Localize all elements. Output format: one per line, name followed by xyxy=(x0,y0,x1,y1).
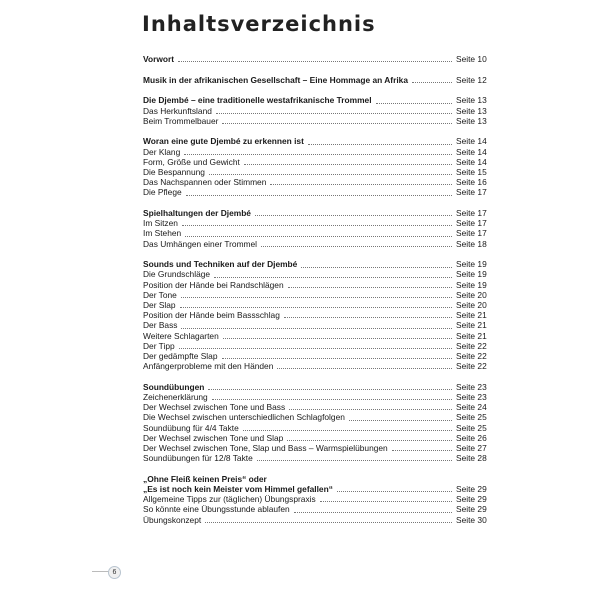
toc-heading xyxy=(143,259,488,269)
toc-entry-title: Der Tone xyxy=(143,289,177,300)
toc-entry xyxy=(143,106,488,116)
toc-entry-title: Der Slap xyxy=(143,300,176,311)
dot-leader xyxy=(205,522,452,523)
toc-entry-title: Sounds und Techniken auf der Djembé xyxy=(143,259,298,270)
toc-page-ref: Seite 17 xyxy=(456,218,487,229)
toc-page-ref: Seite 20 xyxy=(456,300,487,311)
toc-entry-title: „Es ist noch kein Meister vom Himmel gefallen“ xyxy=(143,484,333,495)
toc-page-ref: Seite 19 xyxy=(456,279,487,290)
toc-page-ref: Seite 29 xyxy=(456,494,487,505)
toc-entry xyxy=(143,402,488,412)
dot-leader xyxy=(270,184,452,185)
toc-page-ref: Seite 28 xyxy=(456,453,487,464)
toc-entry-title: Position der Hände bei Randschlägen xyxy=(143,279,284,290)
toc-entry-title: Position der Hände beim Bassschlag xyxy=(143,310,280,321)
toc-section xyxy=(143,136,488,197)
toc-entry-title: Der Klang xyxy=(143,146,181,157)
dot-leader xyxy=(301,267,452,268)
toc-page-ref: Seite 17 xyxy=(456,187,487,198)
toc-entry xyxy=(143,187,488,197)
toc-entry-title: Soundübungen für 12/8 Takte xyxy=(143,453,253,464)
toc-heading xyxy=(143,474,488,484)
toc-entry xyxy=(143,310,488,320)
toc-page-ref: Seite 22 xyxy=(456,340,487,351)
dot-leader xyxy=(179,348,452,349)
toc-page-ref: Seite 13 xyxy=(456,105,487,116)
toc-entry-title: Soundübung für 4/4 Takte xyxy=(143,422,239,433)
page-number: 6 xyxy=(108,566,121,579)
toc-page-ref: Seite 21 xyxy=(456,330,487,341)
toc-entry xyxy=(143,423,488,433)
toc-heading xyxy=(143,484,488,494)
dot-leader xyxy=(208,389,452,390)
toc-entry xyxy=(143,392,488,402)
toc-page-ref: Seite 17 xyxy=(456,228,487,239)
toc-heading xyxy=(143,75,488,85)
toc-page-ref: Seite 13 xyxy=(456,95,487,106)
toc-entry-title: Spielhaltungen der Djembé xyxy=(143,208,251,219)
dot-leader xyxy=(181,297,452,298)
dot-leader xyxy=(257,460,452,461)
toc-entry xyxy=(143,228,488,238)
toc-entry-title: Form, Größe und Gewicht xyxy=(143,156,240,167)
toc-entry-title: Vorwort xyxy=(143,53,175,64)
toc-page-ref: Seite 29 xyxy=(456,504,487,515)
dot-leader xyxy=(287,440,452,441)
dot-leader xyxy=(261,246,452,247)
toc-page-ref: Seite 30 xyxy=(456,514,487,525)
toc-entry xyxy=(143,494,488,504)
toc-section xyxy=(143,259,488,371)
toc-entry xyxy=(143,300,488,310)
dot-leader xyxy=(349,420,452,421)
toc-entry xyxy=(143,290,488,300)
toc-page-ref: Seite 24 xyxy=(456,402,487,413)
dot-leader xyxy=(178,61,452,62)
dot-leader xyxy=(337,491,452,492)
toc-section xyxy=(143,54,488,64)
dot-leader xyxy=(214,277,452,278)
dot-leader xyxy=(181,328,452,329)
toc-entry xyxy=(143,218,488,228)
toc-entry-title: Das Umhängen einer Trommel xyxy=(143,238,258,249)
toc-entry-title: Soundübungen xyxy=(143,381,205,392)
dot-leader xyxy=(185,236,452,237)
toc-page-ref: Seite 20 xyxy=(456,289,487,300)
toc-entry xyxy=(143,177,488,187)
toc-entry-title: Die Wechsel zwischen unterschiedlichen Schlagfolgen xyxy=(143,412,345,423)
toc-page-ref: Seite 27 xyxy=(456,442,487,453)
toc-page-ref: Seite 29 xyxy=(456,484,487,495)
toc-heading xyxy=(143,136,488,146)
toc-heading xyxy=(143,382,488,392)
toc-entry-title: Der Bass xyxy=(143,320,178,331)
toc-entry-title: „Ohne Fleiß keinen Preis“ oder xyxy=(143,473,267,484)
toc-entry-title: Der Wechsel zwischen Tone und Bass xyxy=(143,402,286,413)
dot-leader xyxy=(209,174,452,175)
dot-leader xyxy=(212,399,452,400)
dot-leader xyxy=(223,338,452,339)
toc-entry-title: Zeichenerklärung xyxy=(143,392,208,403)
toc-entry-title: Der Wechsel zwischen Tone, Slap und Bass – Warmspielübungen xyxy=(143,442,388,453)
toc-page-ref: Seite 25 xyxy=(456,412,487,423)
toc-entry-title: So könnte eine Übungsstunde ablaufen xyxy=(143,504,290,515)
toc-section xyxy=(143,474,488,525)
toc-entry-title: Im Sitzen xyxy=(143,218,178,229)
toc-page-ref: Seite 13 xyxy=(456,115,487,126)
dot-leader xyxy=(216,113,452,114)
toc-page-ref: Seite 16 xyxy=(456,177,487,188)
toc-entry xyxy=(143,515,488,525)
dot-leader xyxy=(289,409,452,410)
table-of-contents xyxy=(143,54,488,535)
dot-leader xyxy=(392,450,452,451)
toc-entry-title: Der gedämpfte Slap xyxy=(143,350,218,361)
toc-page-ref: Seite 22 xyxy=(456,350,487,361)
toc-page-ref: Seite 14 xyxy=(456,146,487,157)
toc-entry xyxy=(143,351,488,361)
dot-leader xyxy=(243,430,452,431)
toc-entry xyxy=(143,239,488,249)
dot-leader xyxy=(255,215,452,216)
toc-section xyxy=(143,75,488,85)
dot-leader xyxy=(244,164,452,165)
toc-entry xyxy=(143,504,488,514)
toc-page-ref: Seite 15 xyxy=(456,166,487,177)
toc-section xyxy=(143,95,488,126)
dot-leader xyxy=(277,368,452,369)
dot-leader xyxy=(294,512,452,513)
dot-leader xyxy=(320,501,452,502)
toc-entry-title: Woran eine gute Djembé zu erkennen ist xyxy=(143,136,304,147)
toc-entry-title: Beim Trommelbauer xyxy=(143,115,219,126)
toc-entry-title: Das Herkunftsland xyxy=(143,105,212,116)
toc-page-ref: Seite 17 xyxy=(456,208,487,219)
toc-entry xyxy=(143,167,488,177)
dot-leader xyxy=(184,154,452,155)
toc-entry-title: Die Pflege xyxy=(143,187,182,198)
toc-entry xyxy=(143,320,488,330)
dot-leader xyxy=(308,144,452,145)
toc-entry xyxy=(143,443,488,453)
toc-entry-title: Der Tipp xyxy=(143,340,175,351)
toc-page-ref: Seite 23 xyxy=(456,381,487,392)
toc-page-ref: Seite 21 xyxy=(456,320,487,331)
toc-page-ref: Seite 25 xyxy=(456,422,487,433)
toc-entry-title: Allgemeine Tipps zur (täglichen) Übungspraxis xyxy=(143,494,316,505)
toc-heading xyxy=(143,95,488,105)
toc-page-ref: Seite 22 xyxy=(456,361,487,372)
toc-entry-title: Anfängerprobleme mit den Händen xyxy=(143,361,274,372)
toc-entry xyxy=(143,147,488,157)
toc-entry xyxy=(143,341,488,351)
toc-entry xyxy=(143,433,488,443)
toc-entry xyxy=(143,453,488,463)
toc-entry-title: Die Bespannung xyxy=(143,166,205,177)
dot-leader xyxy=(222,123,452,124)
toc-entry xyxy=(143,270,488,280)
toc-page-ref: Seite 18 xyxy=(456,238,487,249)
dot-leader xyxy=(288,287,452,288)
page-title: Inhaltsverzeichnis xyxy=(142,12,376,36)
dot-leader xyxy=(180,307,452,308)
toc-page-ref: Seite 23 xyxy=(456,392,487,403)
toc-page-ref: Seite 19 xyxy=(456,269,487,280)
dot-leader xyxy=(182,225,452,226)
dot-leader xyxy=(376,103,452,104)
toc-page-ref: Seite 26 xyxy=(456,432,487,443)
toc-page-ref: Seite 14 xyxy=(456,156,487,167)
dot-leader xyxy=(284,317,452,318)
toc-entry-title: Die Grundschläge xyxy=(143,269,211,280)
dot-leader xyxy=(186,195,452,196)
toc-heading xyxy=(143,208,488,218)
toc-page-ref: Seite 12 xyxy=(456,74,487,85)
toc-entry xyxy=(143,331,488,341)
toc-entry xyxy=(143,280,488,290)
toc-entry xyxy=(143,361,488,371)
toc-entry xyxy=(143,412,488,422)
dot-leader xyxy=(412,82,452,83)
toc-section xyxy=(143,382,488,464)
toc-entry xyxy=(143,157,488,167)
toc-entry-title: Das Nachspannen oder Stimmen xyxy=(143,177,267,188)
toc-page-ref: Seite 14 xyxy=(456,136,487,147)
toc-entry-title: Weitere Schlagarten xyxy=(143,330,219,341)
dot-leader xyxy=(222,358,453,359)
toc-entry-title: Im Stehen xyxy=(143,228,182,239)
toc-page-ref: Seite 21 xyxy=(456,310,487,321)
toc-page-ref: Seite 10 xyxy=(456,53,487,64)
toc-heading xyxy=(143,54,488,64)
toc-section xyxy=(143,208,488,249)
toc-entry-title: Der Wechsel zwischen Tone und Slap xyxy=(143,432,284,443)
toc-entry xyxy=(143,116,488,126)
toc-entry-title: Musik in der afrikanischen Gesellschaft – Eine Hommage an Afrika xyxy=(143,74,408,85)
toc-page-ref: Seite 19 xyxy=(456,259,487,270)
toc-entry-title: Die Djembé – eine traditionelle westafrikanische Trommel xyxy=(143,95,372,106)
toc-entry-title: Übungskonzept xyxy=(143,514,202,525)
